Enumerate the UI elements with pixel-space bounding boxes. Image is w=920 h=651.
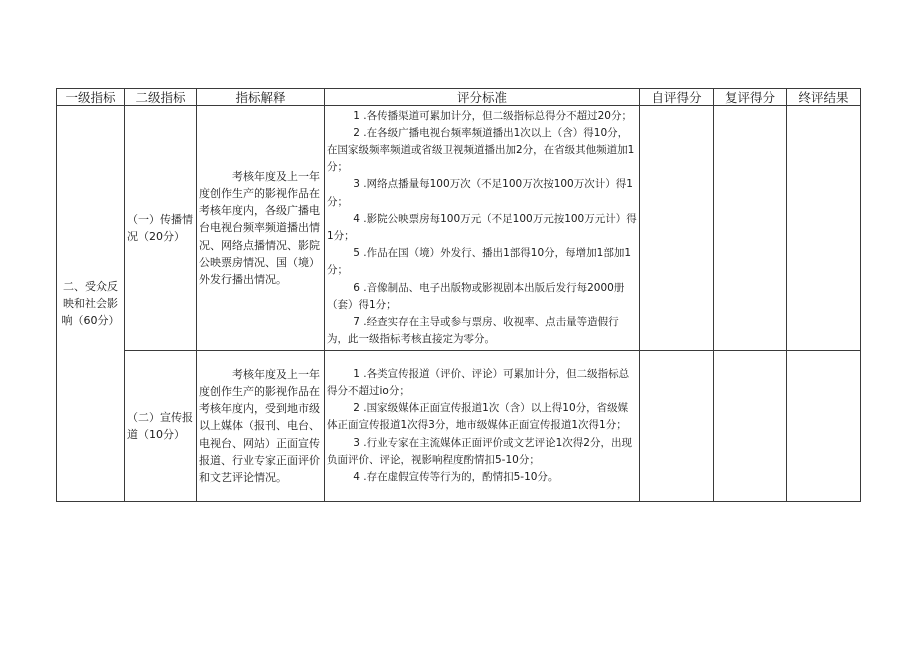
review-score-cell[interactable] — [714, 351, 787, 502]
criteria-item: 3 .网络点播量每100万次（不足100万次按100万次计）得1分； — [327, 178, 633, 208]
criteria-item: 3 .行业专家在主流媒体正面评价或文艺评论1次得2分，出现负面评价、评论，视影响程度酌情扣5-10分； — [327, 436, 632, 466]
review-score-cell[interactable] — [714, 106, 787, 351]
explanation-text: 考核年度及上一年度创作生产的影视作品在考核年度内，各级广播电台电视台频率频道播出情况、网络点播情况、影院公映票房情况、国（境）外发行播出情况。 — [199, 169, 320, 286]
criteria-item: 1 .各类宣传报道（评价、评论）可累加计分，但二级指标总得分不超过io分； — [327, 367, 630, 397]
header-final-result: 终评结果 — [787, 89, 861, 106]
header-self-score: 自评得分 — [640, 89, 714, 106]
header-explanation: 指标解释 — [197, 89, 325, 106]
criteria-item: 6 .音像制品、电子出版物或影视剧本出版后发行每2000册（套）得1分； — [327, 281, 625, 311]
final-result-cell[interactable] — [787, 106, 861, 351]
level2-indicator: （二）宣传报道（10分） — [125, 351, 197, 502]
scoring-criteria — [325, 351, 640, 502]
header-level2: 二级指标 — [125, 89, 197, 106]
final-result-cell[interactable] — [787, 351, 861, 502]
level1-indicator: 二、受众反映和社会影响（60分） — [57, 106, 125, 502]
evaluation-table — [56, 88, 861, 502]
indicator-explanation — [197, 106, 325, 351]
header-row — [57, 89, 861, 106]
criteria-item: 5 .作品在国（境）外发行、播出1部得10分，每增加1部加1分； — [327, 247, 632, 277]
table-row — [57, 351, 861, 502]
self-score-cell[interactable] — [640, 106, 714, 351]
header-criteria: 评分标准 — [325, 89, 640, 106]
table-row — [57, 106, 861, 351]
criteria-item: 1 .各传播渠道可累加计分，但二级指标总得分不超过20分； — [353, 109, 632, 122]
header-level1: 一级指标 — [57, 89, 125, 106]
level2-indicator: （一）传播情况（20分） — [125, 106, 197, 351]
indicator-explanation — [197, 351, 325, 502]
header-review-score: 复评得分 — [714, 89, 787, 106]
criteria-item: 2 .国家级媒体正面宣传报道1次（含）以上得10分，省级媒体正面宣传报道1次得3分，地市级媒体正面宣传报道1次得1分； — [327, 402, 629, 432]
scoring-criteria — [325, 106, 640, 351]
self-score-cell[interactable] — [640, 351, 714, 502]
criteria-item: 4 .存在虚假宣传等行为的，酌情扣5-10分。 — [353, 471, 559, 483]
explanation-text: 考核年度及上一年度创作生产的影视作品在考核年度内，受到地市级以上媒体（报刊、电台、电视台、网站）正面宣传报道、行业专家正面评价和文艺评论情况。 — [199, 367, 320, 484]
criteria-item: 7 .经查实存在主导或参与票房、收视率、点击量等造假行为，此一级指标考核直接定为零分。 — [327, 316, 619, 346]
criteria-item: 4 .影院公映票房每100万元（不足100万元按100万元计）得1分； — [327, 212, 637, 242]
criteria-item: 2 .在各级广播电视台频率频道播出1次以上（含）得10分，在国家级频率频道或省级卫视频道播出加2分，在省级其他频道加1分； — [327, 126, 635, 174]
